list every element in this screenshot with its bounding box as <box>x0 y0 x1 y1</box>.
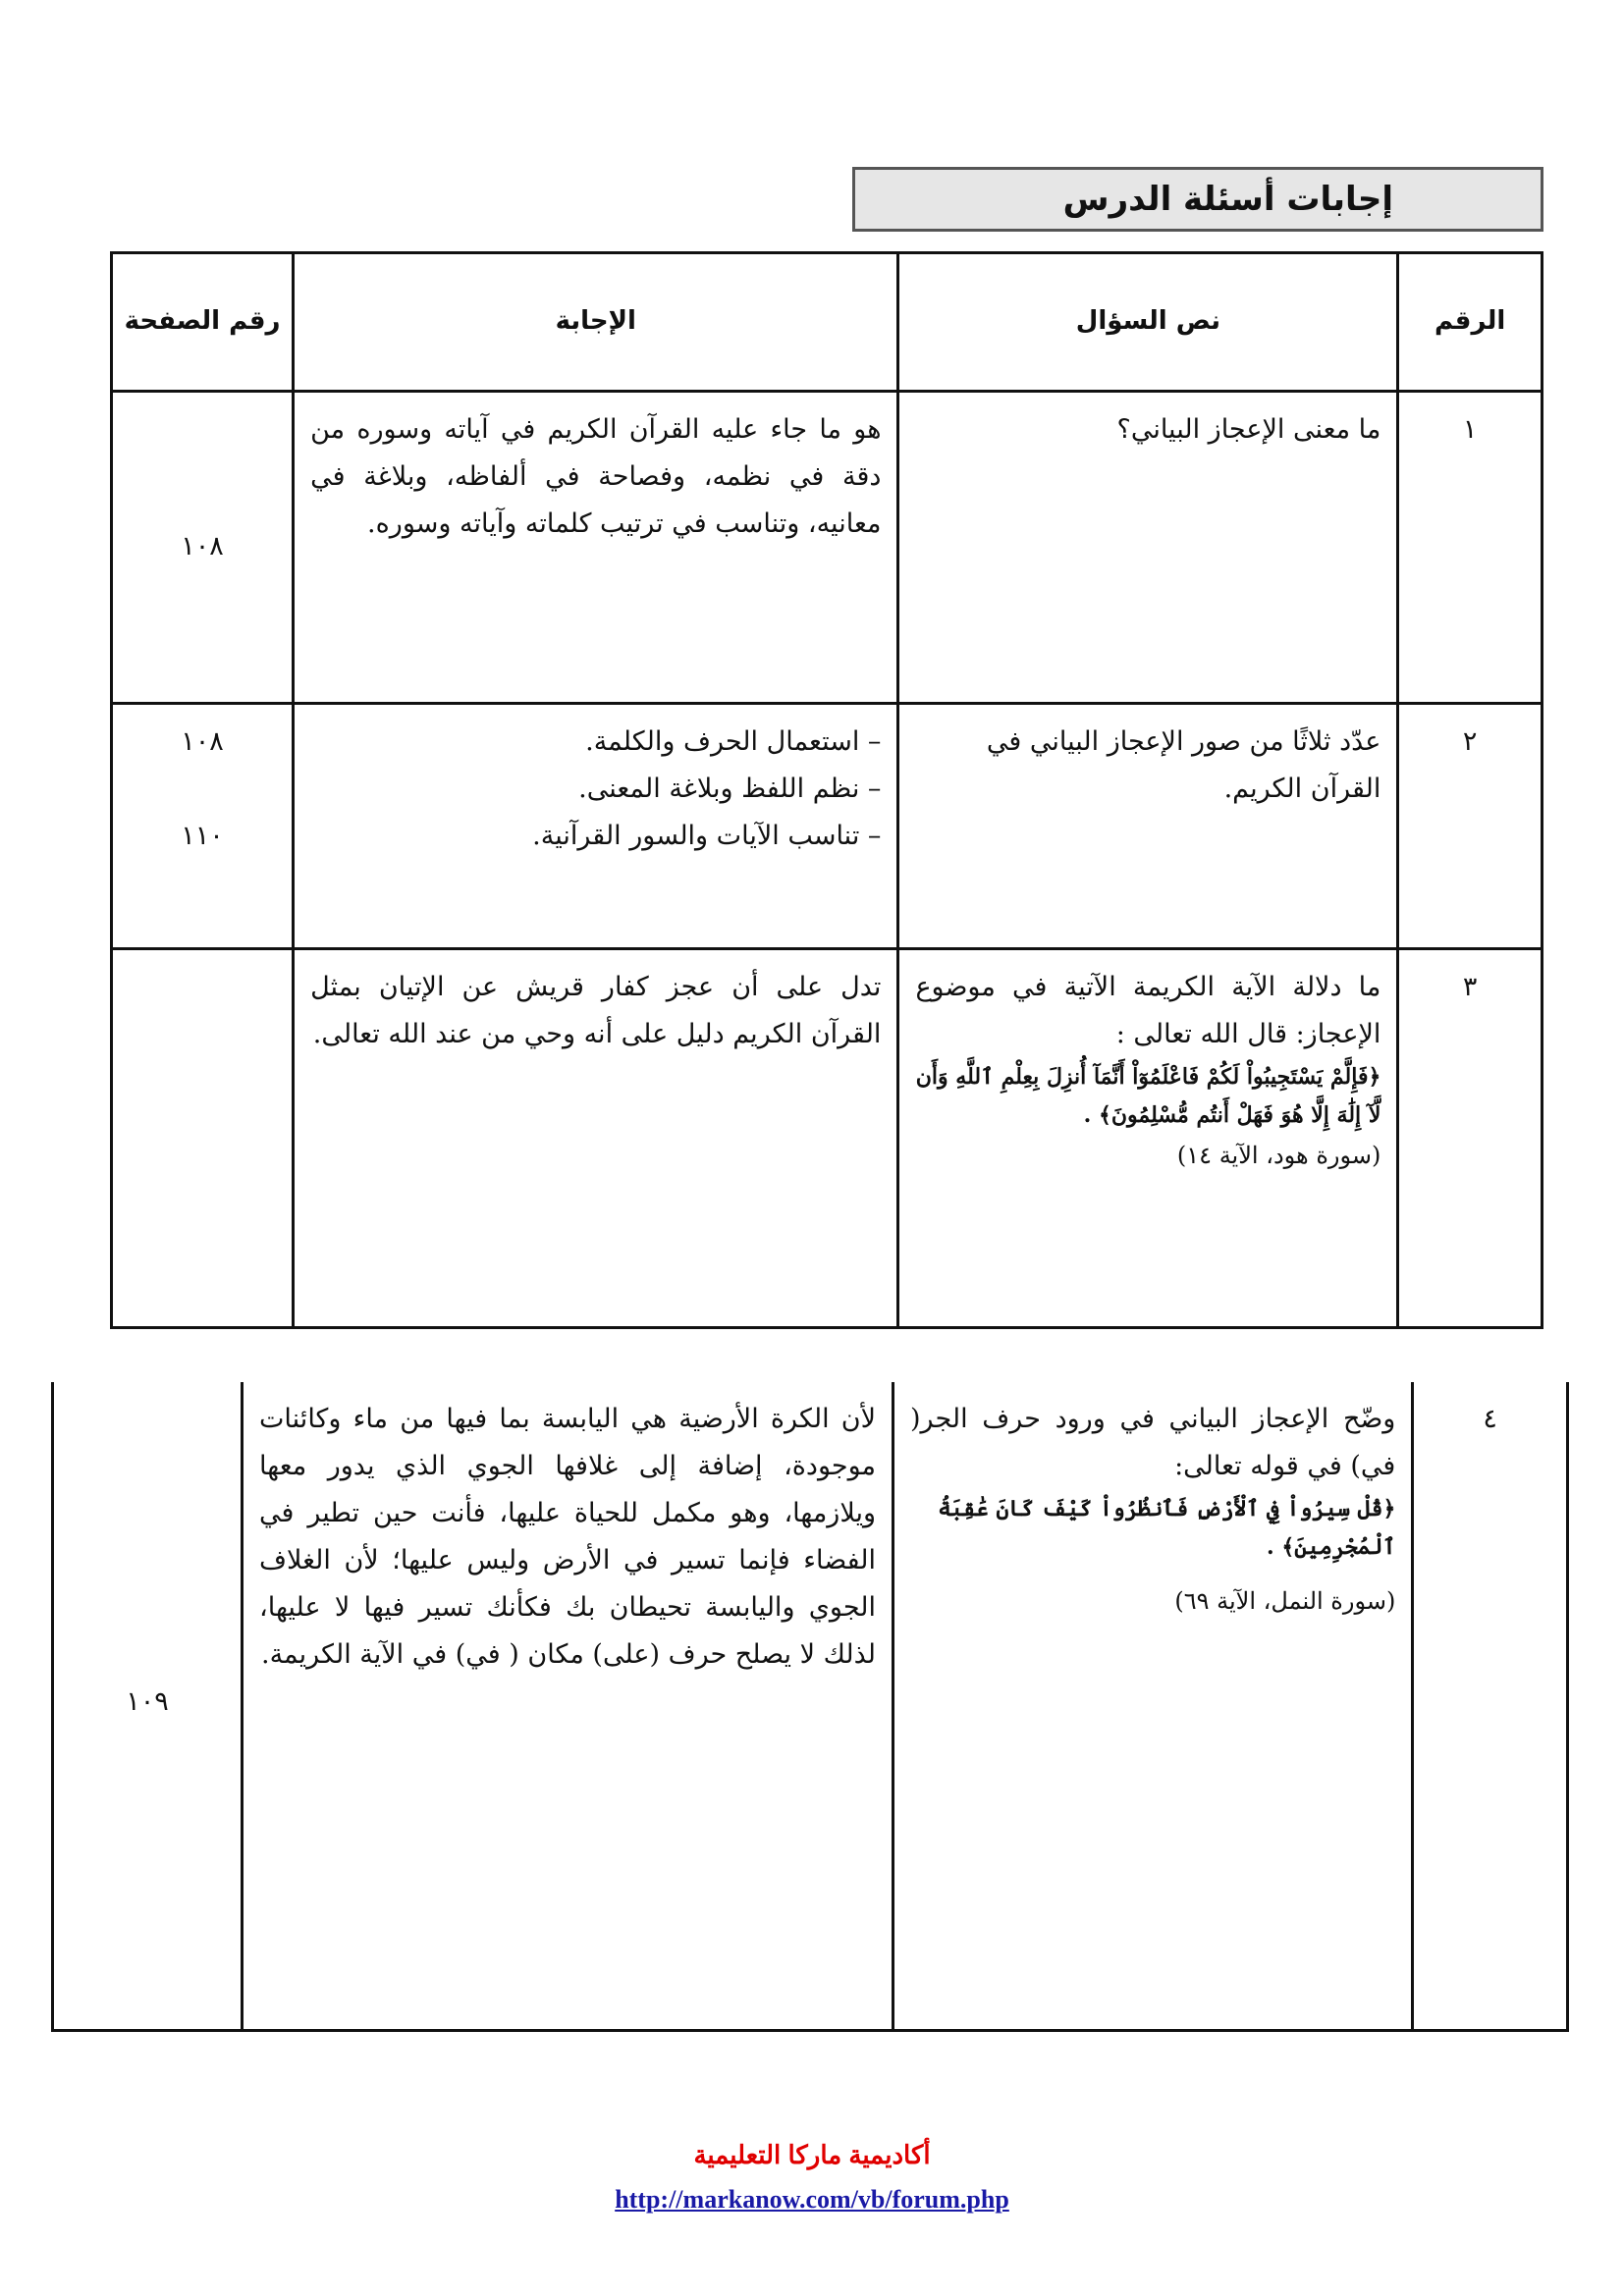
answers-table-continued <box>51 1382 1569 2032</box>
page-number: ١١٠ <box>181 821 224 852</box>
answer-list <box>294 704 898 949</box>
row-number: ٢ <box>1398 704 1543 949</box>
table-row <box>53 1382 1568 2030</box>
header-question: نص السؤال <box>898 253 1398 392</box>
verse-reference: (سورة النمل، الآية ٦٩) <box>1174 1587 1396 1616</box>
page-number <box>112 949 294 1328</box>
page-number: ١٠٨ <box>112 392 294 704</box>
row-number: ٣ <box>1398 949 1543 1328</box>
page-number: ١٠٩ <box>53 1382 243 2030</box>
table-row <box>112 949 1543 1328</box>
row-number: ٤ <box>1413 1382 1568 2030</box>
answer-item: – استعمال الحرف والكلمة. <box>585 726 882 757</box>
answer-item: – تناسب الآيات والسور القرآنية. <box>532 821 882 852</box>
page-numbers <box>112 704 294 949</box>
answer-text: تدل على أن عجز كفار قريش عن الإتيان بمثل القرآن الكريم دليل على أنه وحي من عند الله تعالى. <box>294 949 898 1328</box>
page-number: ١٠٨ <box>181 726 224 757</box>
header-page: رقم الصفحة <box>112 253 294 392</box>
question-text: ما معنى الإعجاز البياني؟ <box>898 392 1398 704</box>
verse-reference: (سورة هود، الآية ١٤) <box>1176 1142 1381 1170</box>
table-header-row <box>112 253 1543 392</box>
quran-verse: ﴿فَإِلَّمْ يَسْتَجِيبُواْ لَكُمْ فَاعْلَمُوٓاْ أَنَّمَآ أُنزِلَ بِعِلْمِ ٱللَّهِ وَأَن لَّآ إِلَٰهَ إِلَّا هُوَ فَهَلْ أَنتُم مُّسْلِمُونَ﴾ . <box>915 1064 1381 1129</box>
answer-text: هو ما جاء عليه القرآن الكريم في آياته وسوره من دقة في نظمه، وفصاحة في ألفاظه، وبلاغة في معانيه، وتناسب في ترتيب كلماته وآياته وسوره. <box>294 392 898 704</box>
question-text: عدّد ثلاثًا من صور الإعجاز البياني في القرآن الكريم. <box>898 704 1398 949</box>
footer-link[interactable]: http://markanow.com/vb/forum.php <box>615 2185 1009 2214</box>
question-text: ما دلالة الآية الكريمة الآتية في موضوع الإعجاز: قال الله تعالى : <box>915 972 1381 1050</box>
header-number: الرقم <box>1398 253 1543 392</box>
answers-table <box>110 251 1543 1329</box>
row-number: ١ <box>1398 392 1543 704</box>
question-cell <box>898 949 1398 1328</box>
footer-academy-name: أكاديمية ماركا التعليمية <box>693 2140 931 2169</box>
answer-item: – نظم اللفظ وبلاغة المعنى. <box>578 774 882 805</box>
header-answer: الإجابة <box>294 253 898 392</box>
table-row <box>112 704 1543 949</box>
section-title: إجابات أسئلة الدرس <box>852 167 1543 232</box>
answer-text: لأن الكرة الأرضية هي اليابسة بما فيها من ماء وكائنات موجودة، إضافة إلى غلافها الجوي الذي يدور معها ويلازمها، وهو مكمل للحياة عليها، فأنت حين تطير في الفضاء فإنما تسير في الأرض وليس عليها؛ لأن الغلاف الجوي واليابسة تحيطان بك فكأنك تسير فيها لا عليها، لذلك لا يصلح حرف (على) مكان ( في) في الآية الكريمة. <box>243 1382 893 2030</box>
question-text: وضّح الإعجاز البياني في ورود حرف الجر( في) في قوله تعالى: <box>910 1404 1396 1482</box>
question-cell <box>893 1382 1413 2030</box>
table-row <box>112 392 1543 704</box>
quran-verse: ﴿قُلْ سِيرُواْ فِي ٱلْأَرْضِ فَٱنظُرُواْ كَيْفَ كَانَ عَٰقِبَةُ ٱلْمُجْرِمِينَ﴾ . <box>938 1496 1396 1561</box>
